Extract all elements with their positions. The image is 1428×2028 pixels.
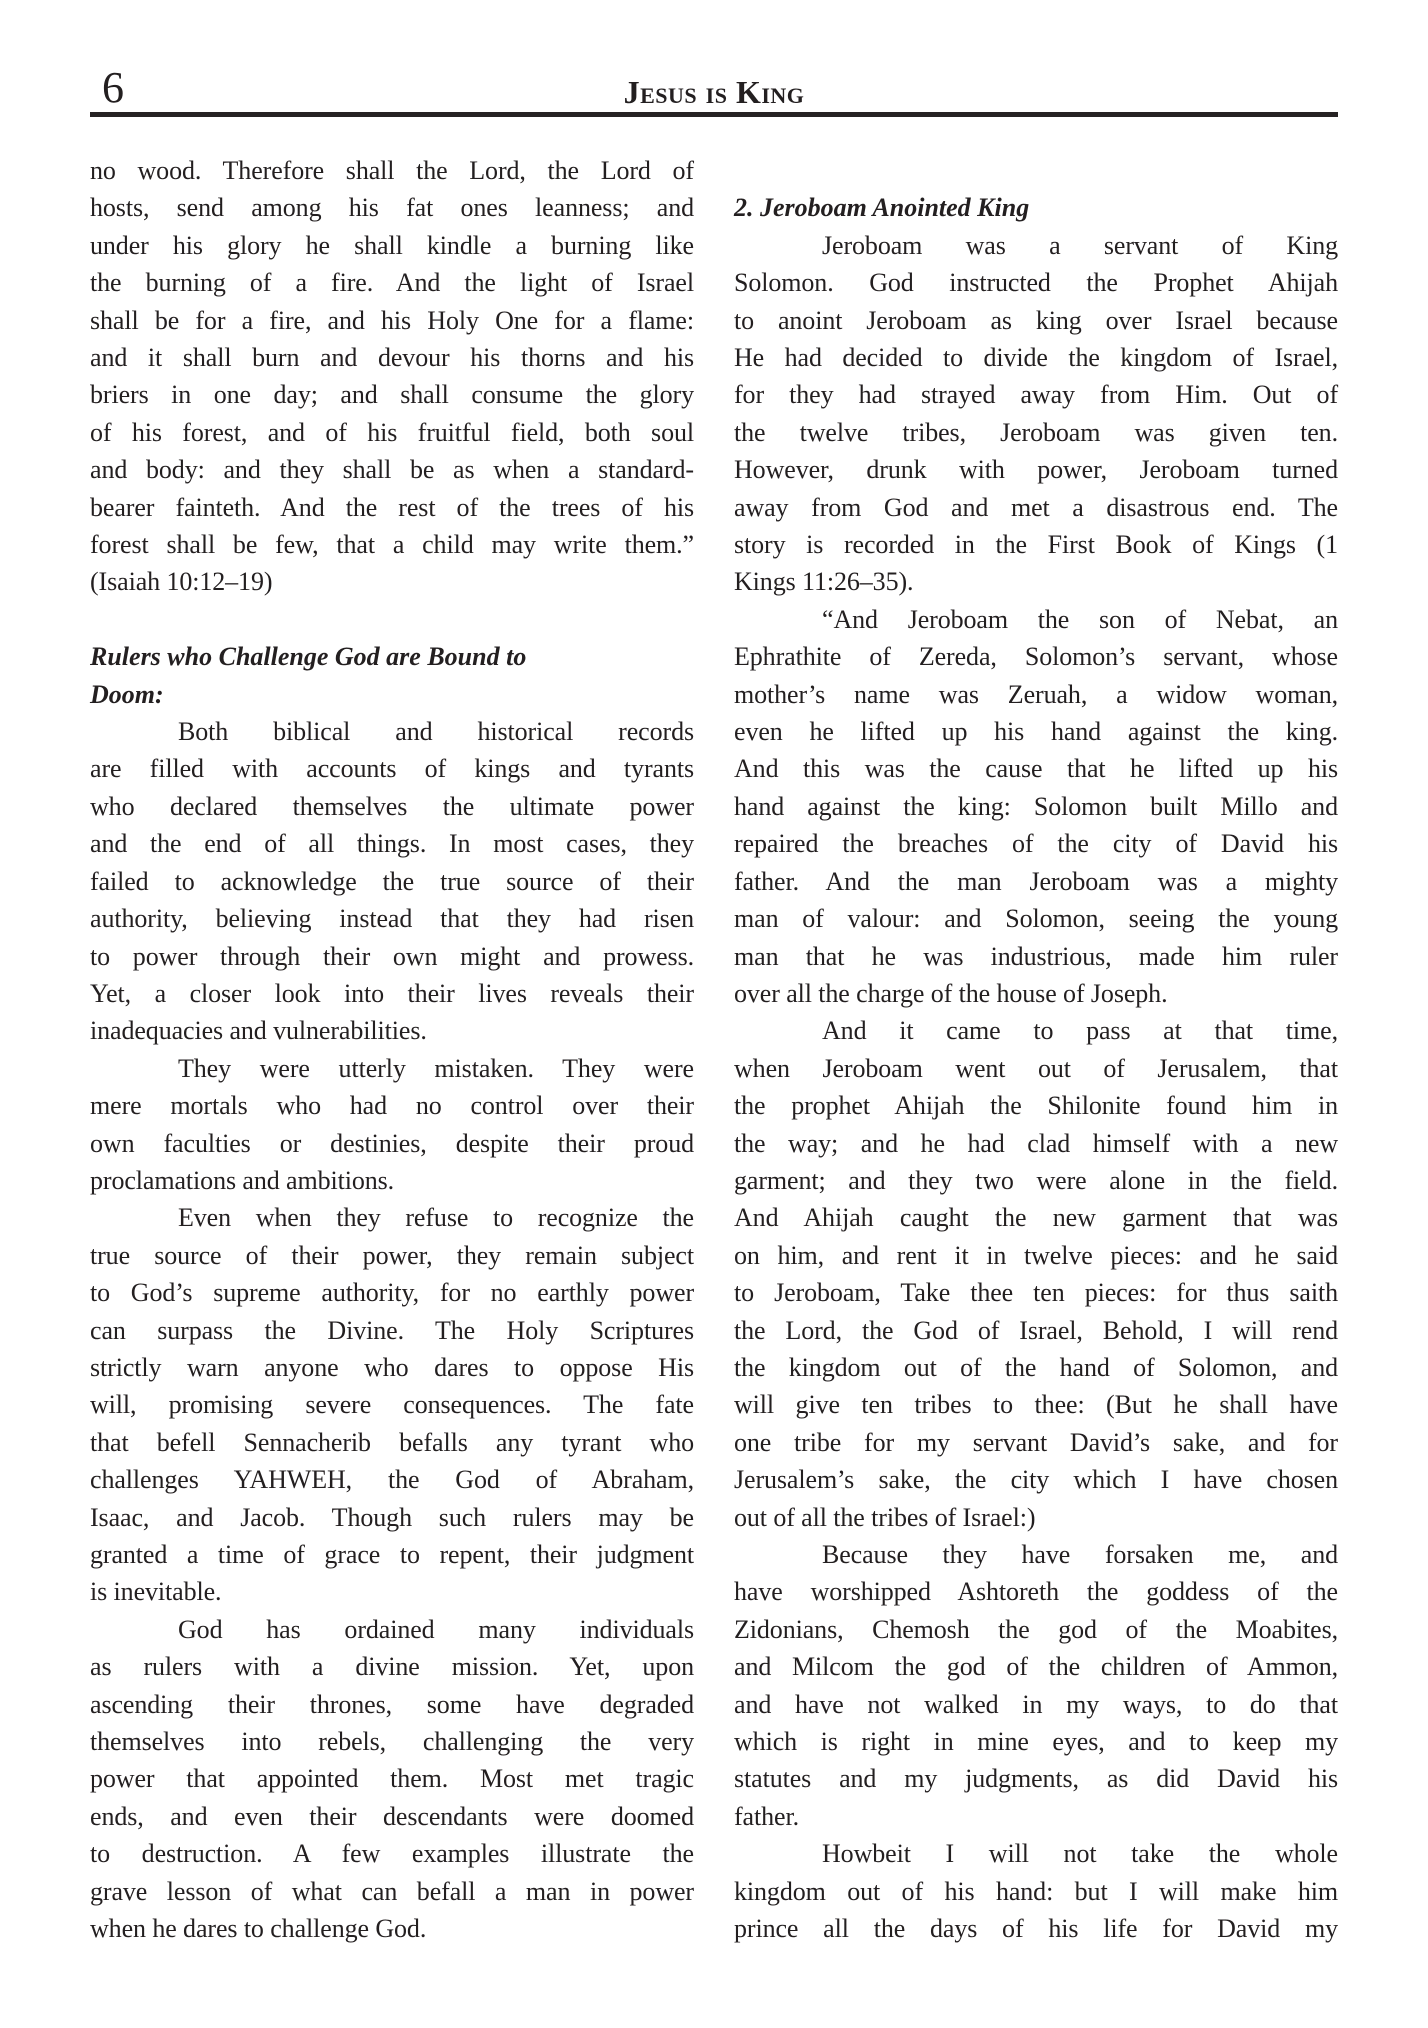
- text-line: (Isaiah 10:12–19): [90, 567, 273, 597]
- text-line: under his glory he shall kindle a burning like: [90, 230, 694, 260]
- text-line: prince all the days of his life for David my: [734, 1914, 1338, 1944]
- text-line: and body: and they shall be as when a standard-: [90, 455, 694, 485]
- section-heading: [90, 601, 694, 713]
- text-line: of his forest, and of his fruitful field, both soul: [90, 417, 694, 447]
- paragraph: [734, 1536, 1338, 1835]
- text-line: Even when they refuse to recognize the: [178, 1203, 694, 1233]
- paragraph: [90, 152, 694, 601]
- text-line: briers in one day; and shall consume the glory: [90, 380, 694, 410]
- text-line: no wood. Therefore shall the Lord, the Lord of: [90, 156, 694, 185]
- text-line: Zidonians, Chemosh the god of the Moabites,: [734, 1614, 1338, 1644]
- text-line: the Lord, the God of Israel, Behold, I will rend: [734, 1315, 1338, 1345]
- text-line: over all the charge of the house of Joseph.: [734, 978, 1168, 1008]
- text-line: “And Jeroboam the son of Nebat, an: [822, 604, 1338, 634]
- heading-line: Doom:: [90, 679, 164, 709]
- text-line: garment; and they two were alone in the field.: [734, 1165, 1338, 1195]
- text-line: for they had strayed away from Him. Out of: [734, 380, 1338, 410]
- text-line: They were utterly mistaken. They were: [178, 1053, 694, 1083]
- text-line: kingdom out of his hand: but I will make him: [734, 1876, 1338, 1906]
- text-line: strictly warn anyone who dares to oppose His: [90, 1352, 694, 1382]
- page-number: 6: [102, 63, 124, 112]
- text-line: granted a time of grace to repent, their judgment: [90, 1540, 694, 1570]
- text-line: Because they have forsaken me, and: [822, 1540, 1338, 1570]
- text-line: the burning of a fire. And the light of Israel: [90, 268, 694, 298]
- text-line: to God’s supreme authority, for no earthly power: [90, 1278, 694, 1308]
- text-line: bearer fainteth. And the rest of the trees of his: [90, 492, 694, 522]
- text-line: the kingdom out of the hand of Solomon, and: [734, 1352, 1338, 1382]
- text-line: proclamations and ambitions.: [90, 1165, 395, 1195]
- right-column: [734, 152, 1338, 1947]
- text-line: to destruction. A few examples illustrate the: [90, 1839, 694, 1869]
- text-line: hosts, send among his fat ones leanness; and: [90, 193, 694, 223]
- text-line: inadequacies and vulnerabilities.: [90, 1016, 427, 1046]
- text-line: Both biblical and historical records: [178, 717, 694, 747]
- text-line: Jerusalem’s sake, the city which I have chosen: [734, 1465, 1338, 1495]
- section-heading: [734, 152, 1338, 227]
- text-line: will, promising severe consequences. The fate: [90, 1390, 694, 1420]
- text-line: on him, and rent it in twelve pieces: and he said: [734, 1240, 1338, 1270]
- text-line: statutes and my judgments, as did David his: [734, 1764, 1338, 1794]
- text-line: to Jeroboam, Take thee ten pieces: for thus saith: [734, 1278, 1338, 1308]
- page-content: [90, 0, 1338, 1947]
- text-line: hand against the king: Solomon built Millo and: [734, 791, 1338, 821]
- text-line: God has ordained many individuals: [178, 1614, 694, 1644]
- text-line: However, drunk with power, Jeroboam turned: [734, 455, 1338, 485]
- text-line: to anoint Jeroboam as king over Israel because: [734, 305, 1338, 335]
- text-line: Solomon. God instructed the Prophet Ahijah: [734, 268, 1338, 298]
- text-line: And this was the cause that he lifted up his: [734, 754, 1338, 784]
- heading-line: Rulers who Challenge God are Bound to: [90, 642, 527, 672]
- text-line: can surpass the Divine. The Holy Scriptures: [90, 1315, 694, 1345]
- paragraph: [734, 1835, 1338, 1947]
- text-line: forest shall be few, that a child may write them.”: [90, 530, 694, 560]
- paragraph: [90, 1199, 694, 1610]
- left-column: [90, 152, 694, 1947]
- text-line: man of valour: and Solomon, seeing the young: [734, 904, 1338, 934]
- text-line: grave lesson of what can befall a man in power: [90, 1876, 694, 1906]
- text-line: man that he was industrious, made him ruler: [734, 941, 1338, 971]
- text-line: failed to acknowledge the true source of their: [90, 866, 694, 896]
- text-line: true source of their power, they remain subject: [90, 1240, 694, 1270]
- paragraph: [734, 227, 1338, 601]
- text-line: Jeroboam was a servant of King: [822, 230, 1338, 260]
- text-line: story is recorded in the First Book of Kings (1: [734, 530, 1338, 560]
- running-title: Jesus is King: [623, 74, 805, 110]
- text-line: Yet, a closer look into their lives reveals their: [90, 978, 694, 1008]
- text-line: own faculties or destinies, despite their proud: [90, 1128, 694, 1158]
- text-line: will give ten tribes to thee: (But he shall have: [734, 1390, 1338, 1420]
- text-line: even he lifted up his hand against the king.: [734, 717, 1338, 747]
- text-line: themselves into rebels, challenging the very: [90, 1727, 694, 1757]
- text-line: is inevitable.: [90, 1577, 222, 1607]
- page-header: [90, 0, 1338, 112]
- text-line: the prophet Ahijah the Shilonite found him in: [734, 1091, 1338, 1121]
- text-line: as rulers with a divine mission. Yet, upon: [90, 1652, 694, 1682]
- text-line: He had decided to divide the kingdom of Israel,: [734, 343, 1338, 373]
- text-line: And Ahijah caught the new garment that was: [734, 1203, 1338, 1233]
- text-line: ends, and even their descendants were doomed: [90, 1801, 694, 1831]
- text-line: the twelve tribes, Jeroboam was given ten.: [734, 417, 1338, 447]
- text-line: away from God and met a disastrous end. The: [734, 492, 1338, 522]
- text-line: Isaac, and Jacob. Though such rulers may be: [90, 1502, 694, 1532]
- text-line: and it shall burn and devour his thorns and his: [90, 343, 694, 373]
- text-line: Howbeit I will not take the whole: [822, 1839, 1338, 1869]
- paragraph: [90, 713, 694, 1050]
- paragraph: [734, 1012, 1338, 1536]
- text-line: mother’s name was Zeruah, a widow woman,: [734, 679, 1338, 709]
- text-line: Ephrathite of Zereda, Solomon’s servant, whose: [734, 642, 1338, 672]
- two-column-text: [90, 152, 1338, 1947]
- text-line: shall be for a fire, and his Holy One for a flame:: [90, 305, 694, 335]
- paragraph: [734, 601, 1338, 1012]
- text-line: power that appointed them. Most met tragic: [90, 1764, 694, 1794]
- header-rule: [90, 112, 1338, 117]
- text-line: and the end of all things. In most cases, they: [90, 829, 694, 859]
- text-line: that befell Sennacherib befalls any tyrant who: [90, 1427, 694, 1457]
- text-line: when Jeroboam went out of Jerusalem, that: [734, 1053, 1338, 1083]
- text-line: father.: [734, 1801, 799, 1831]
- text-line: mere mortals who had no control over their: [90, 1091, 694, 1121]
- text-line: ascending their thrones, some have degraded: [90, 1689, 694, 1719]
- text-line: Kings 11:26–35).: [734, 567, 914, 597]
- text-line: and Milcom the god of the children of Ammon,: [734, 1652, 1338, 1682]
- text-line: authority, believing instead that they had risen: [90, 904, 694, 934]
- text-line: which is right in mine eyes, and to keep my: [734, 1727, 1338, 1757]
- text-line: to power through their own might and prowess.: [90, 941, 694, 971]
- text-line: the way; and he had clad himself with a new: [734, 1128, 1338, 1158]
- heading-line: 2. Jeroboam Anointed King: [734, 193, 1030, 223]
- text-line: repaired the breaches of the city of David his: [734, 829, 1338, 859]
- paragraph: [90, 1611, 694, 1948]
- paragraph: [90, 1050, 694, 1200]
- text-line: who declared themselves the ultimate power: [90, 791, 694, 821]
- text-line: out of all the tribes of Israel:): [734, 1502, 1036, 1532]
- text-line: when he dares to challenge God.: [90, 1914, 427, 1944]
- text-line: have worshipped Ashtoreth the goddess of the: [734, 1577, 1338, 1607]
- text-line: And it came to pass at that time,: [822, 1016, 1338, 1046]
- text-line: father. And the man Jeroboam was a mighty: [734, 866, 1338, 896]
- text-line: are filled with accounts of kings and tyrants: [90, 754, 694, 784]
- text-line: one tribe for my servant David’s sake, and for: [734, 1427, 1338, 1457]
- text-line: challenges YAHWEH, the God of Abraham,: [90, 1465, 694, 1495]
- text-line: and have not walked in my ways, to do that: [734, 1689, 1338, 1719]
